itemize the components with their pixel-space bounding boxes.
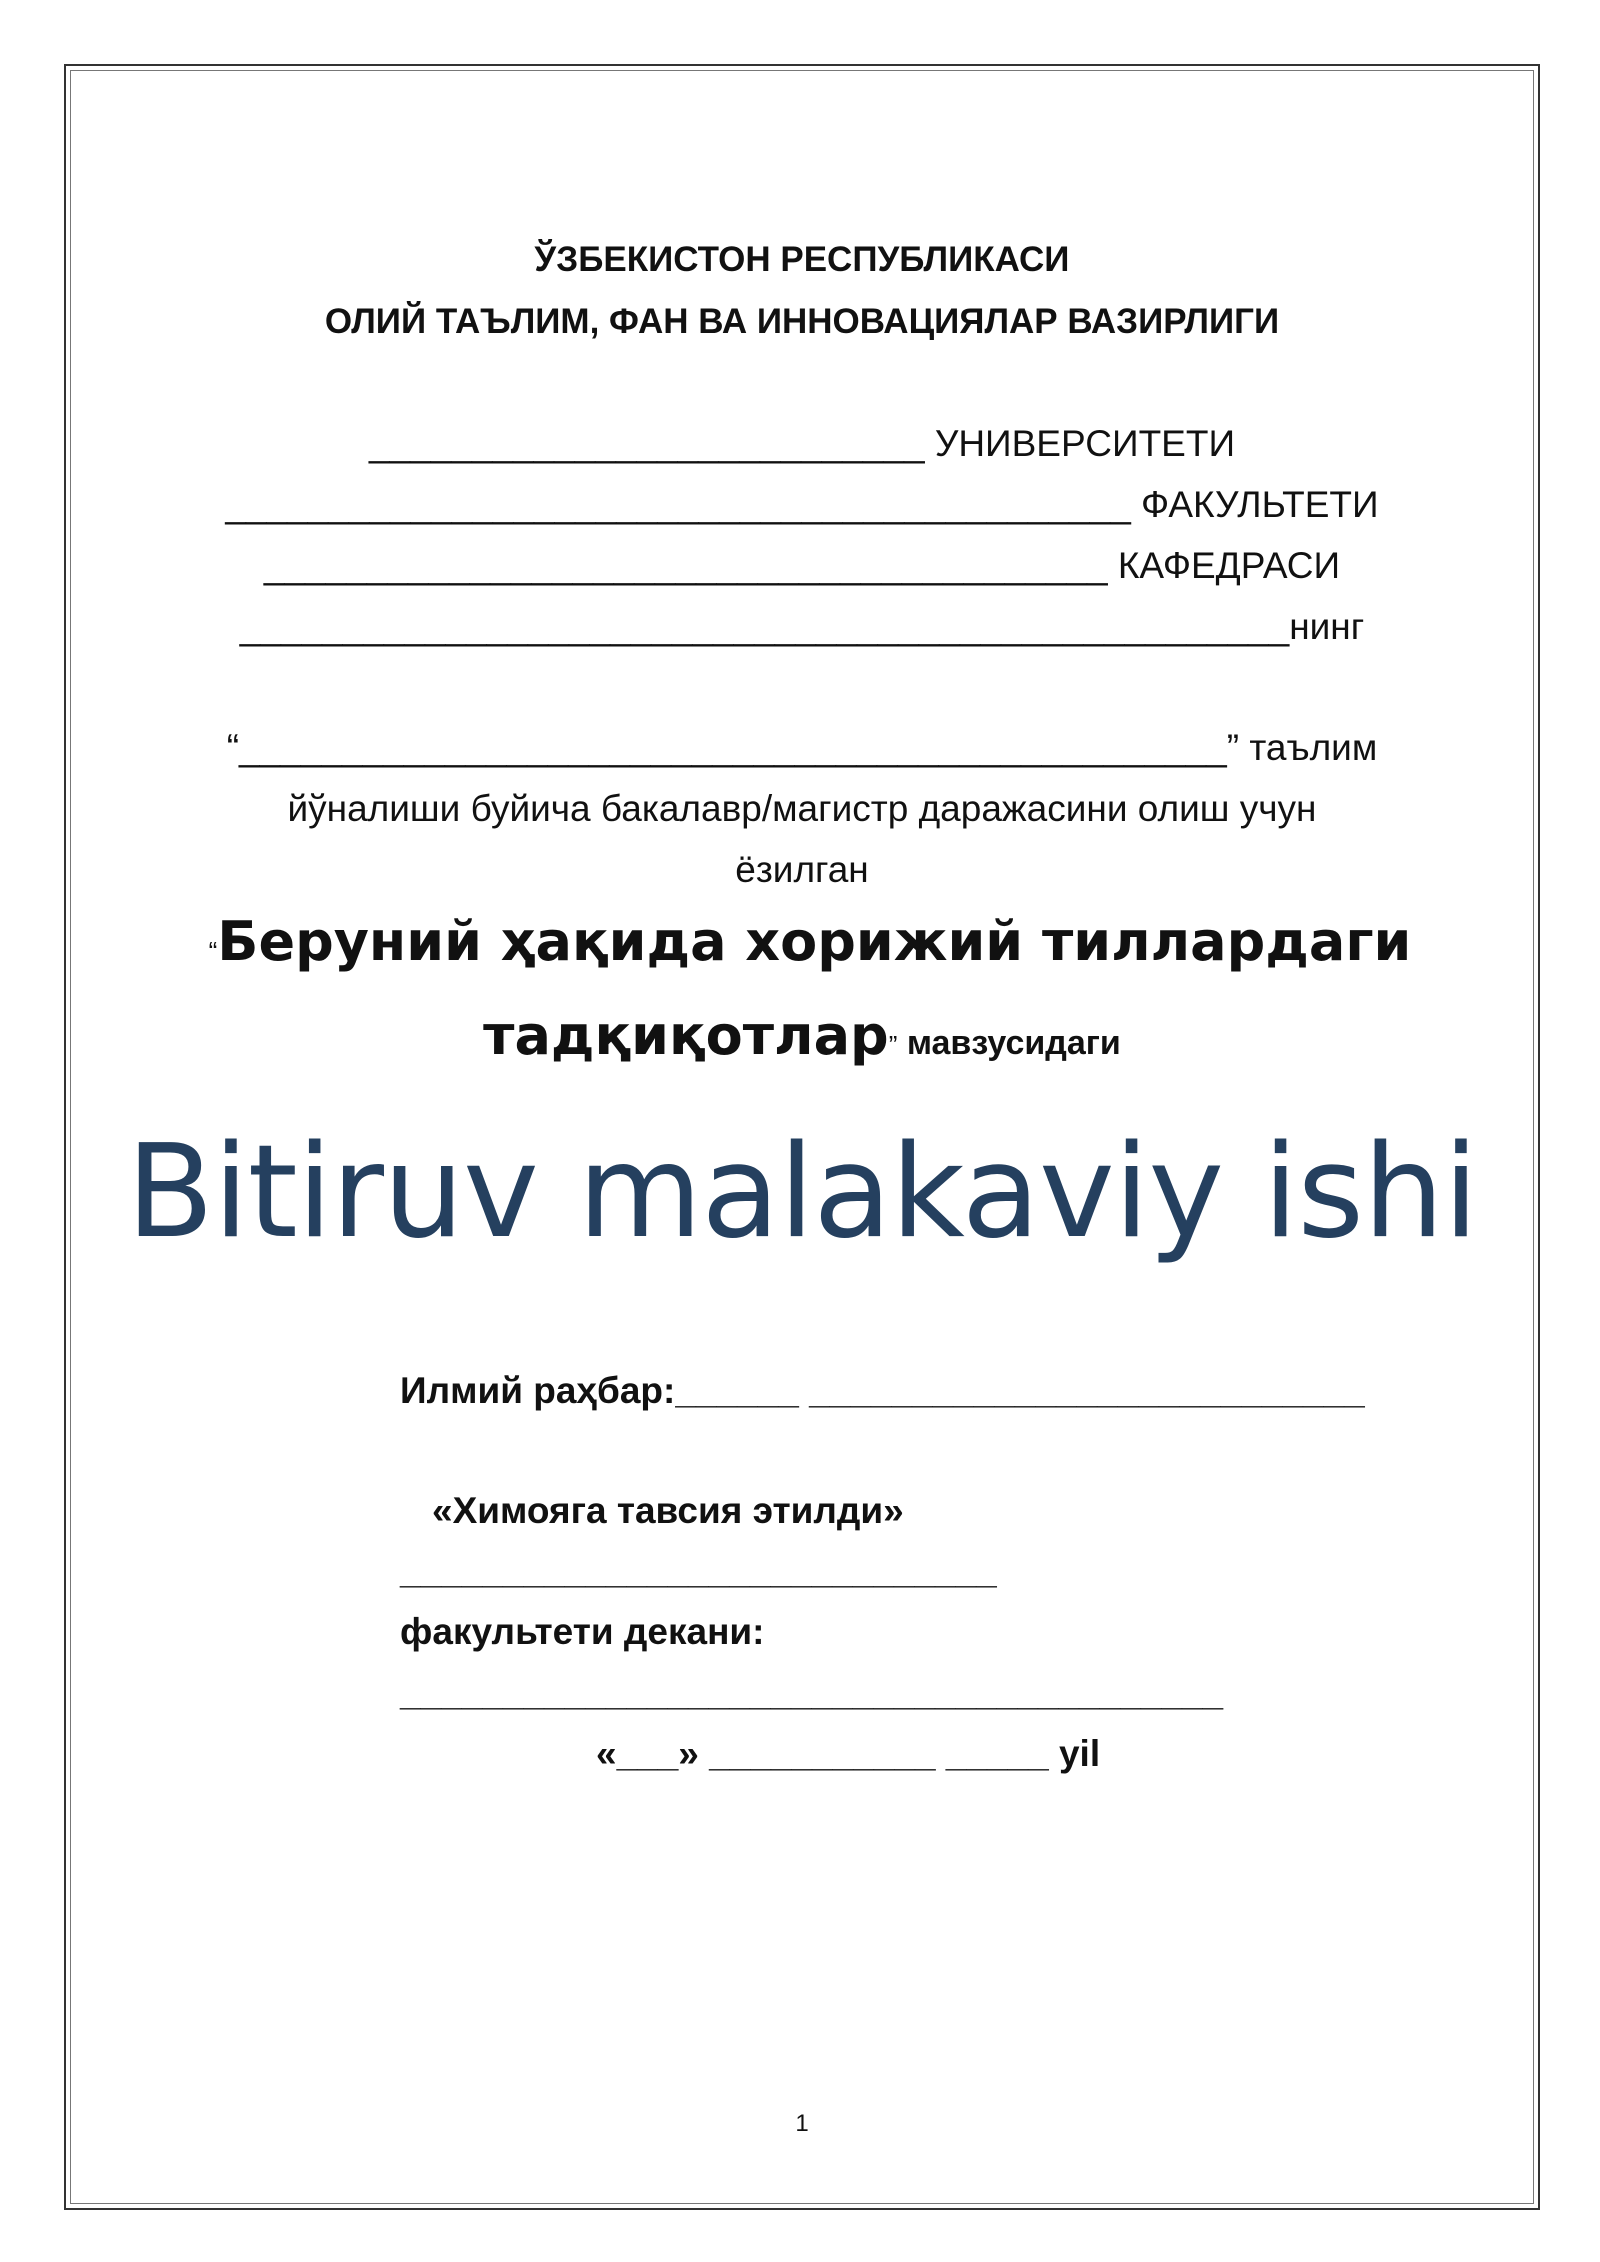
recommended-signature-line: _____________________________	[400, 1550, 997, 1591]
ministry-name-heading: ОЛИЙ ТАЪЛИМ, ФАН ВА ИННОВАЦИЯЛАР ВАЗИРЛИГИ	[324, 302, 1280, 341]
topic-title-line1	[100, 910, 1520, 973]
work-title: Bitiruv malakaviy ishi	[126, 1118, 1478, 1267]
faculty-line: ____________________________________________ ФАКУЛЬТЕТИ	[225, 484, 1379, 525]
recommended-heading: «Химояга тавсия этилди»	[432, 1490, 904, 1531]
dean-label: факультети декани:	[400, 1611, 765, 1652]
topic-title-part1: Беруний ҳақида хорижий тиллардаги	[217, 910, 1412, 973]
supervisor-line: Илмий раҳбар:______ ___________________________	[400, 1370, 1365, 1411]
department-line: _________________________________________ КАФЕДРАСИ	[263, 545, 1341, 586]
direction-line: “________________________________________________” таълим	[226, 727, 1378, 768]
written-line: ёзилган	[735, 849, 869, 890]
topic-title-part2: тадқиқотлар	[483, 1004, 889, 1067]
topic-close-quote: ”	[888, 1030, 898, 1060]
degree-line: йўналиши буйича бакалавр/магистр даражасини олиш учун	[287, 788, 1317, 829]
topic-suffix: мавзусидаги	[897, 1024, 1121, 1062]
topic-title-line2	[64, 1004, 1540, 1067]
ministry-country-heading: ЎЗБЕКИСТОН РЕСПУБЛИКАСИ	[534, 240, 1070, 279]
dean-signature-line: ________________________________________	[400, 1672, 1224, 1713]
university-line: ___________________________ УНИВЕРСИТЕТИ	[368, 423, 1236, 464]
date-line: «___» ___________ _____ yil	[596, 1733, 1101, 1774]
topic-open-quote: “	[208, 936, 218, 966]
student-line: ___________________________________________________нинг	[239, 606, 1365, 647]
page-number: 1	[795, 2110, 809, 2137]
